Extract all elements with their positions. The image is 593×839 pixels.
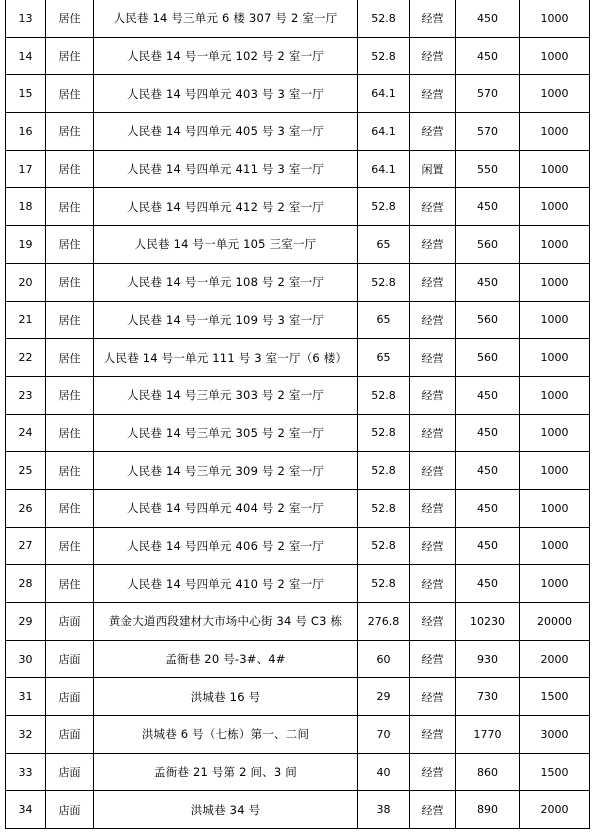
address-cell: 洪城巷 6 号（七栋）第一、二间 xyxy=(94,716,358,754)
deposit-cell: 1000 xyxy=(520,339,590,377)
table-row xyxy=(6,339,590,377)
usage-cell: 居住 xyxy=(46,301,94,339)
rent-cell: 560 xyxy=(456,226,520,264)
status-cell: 经营 xyxy=(410,113,456,151)
usage-cell: 店面 xyxy=(46,791,94,829)
table-row xyxy=(6,640,590,678)
table-row xyxy=(6,188,590,226)
table-row xyxy=(6,414,590,452)
deposit-cell: 2000 xyxy=(520,791,590,829)
area-cell: 64.1 xyxy=(358,75,410,113)
rent-cell: 450 xyxy=(456,37,520,75)
row-number-cell: 25 xyxy=(6,452,46,490)
area-cell: 52.8 xyxy=(358,527,410,565)
table-row xyxy=(6,37,590,75)
status-cell: 闲置 xyxy=(410,150,456,188)
status-cell: 经营 xyxy=(410,0,456,37)
usage-cell: 居住 xyxy=(46,75,94,113)
status-cell: 经营 xyxy=(410,339,456,377)
table-row xyxy=(6,716,590,754)
address-cell: 孟衙巷 20 号-3#、4# xyxy=(94,640,358,678)
table-row xyxy=(6,565,590,603)
rent-cell: 570 xyxy=(456,113,520,151)
table-row xyxy=(6,489,590,527)
deposit-cell: 1000 xyxy=(520,414,590,452)
row-number-cell: 21 xyxy=(6,301,46,339)
table-row xyxy=(6,75,590,113)
address-cell: 人民巷 14 号一单元 108 号 2 室一厅 xyxy=(94,263,358,301)
deposit-cell: 1000 xyxy=(520,226,590,264)
area-cell: 52.8 xyxy=(358,188,410,226)
rent-cell: 930 xyxy=(456,640,520,678)
rent-cell: 560 xyxy=(456,301,520,339)
usage-cell: 居住 xyxy=(46,452,94,490)
rent-cell: 550 xyxy=(456,150,520,188)
area-cell: 276.8 xyxy=(358,603,410,641)
rent-cell: 450 xyxy=(456,527,520,565)
area-cell: 52.8 xyxy=(358,263,410,301)
status-cell: 经营 xyxy=(410,791,456,829)
address-cell: 人民巷 14 号三单元 303 号 2 室一厅 xyxy=(94,376,358,414)
deposit-cell: 2000 xyxy=(520,640,590,678)
address-cell: 人民巷 14 号四单元 411 号 3 室一厅 xyxy=(94,150,358,188)
usage-cell: 居住 xyxy=(46,113,94,151)
deposit-cell: 3000 xyxy=(520,716,590,754)
area-cell: 65 xyxy=(358,226,410,264)
table-body xyxy=(6,0,590,829)
usage-cell: 居住 xyxy=(46,150,94,188)
deposit-cell: 20000 xyxy=(520,603,590,641)
rent-cell: 450 xyxy=(456,452,520,490)
deposit-cell: 1000 xyxy=(520,188,590,226)
rent-cell: 560 xyxy=(456,339,520,377)
row-number-cell: 15 xyxy=(6,75,46,113)
address-cell: 黄金大道西段建材大市场中心街 34 号 C3 栋 xyxy=(94,603,358,641)
row-number-cell: 22 xyxy=(6,339,46,377)
row-number-cell: 17 xyxy=(6,150,46,188)
table-row xyxy=(6,150,590,188)
area-cell: 40 xyxy=(358,753,410,791)
status-cell: 经营 xyxy=(410,603,456,641)
row-number-cell: 26 xyxy=(6,489,46,527)
row-number-cell: 24 xyxy=(6,414,46,452)
table-row xyxy=(6,603,590,641)
deposit-cell: 1500 xyxy=(520,678,590,716)
address-cell: 人民巷 14 号三单元 309 号 2 室一厅 xyxy=(94,452,358,490)
table-row xyxy=(6,376,590,414)
rent-cell: 450 xyxy=(456,188,520,226)
address-cell: 人民巷 14 号四单元 403 号 3 室一厅 xyxy=(94,75,358,113)
address-cell: 洪城巷 34 号 xyxy=(94,791,358,829)
status-cell: 经营 xyxy=(410,753,456,791)
usage-cell: 居住 xyxy=(46,489,94,527)
deposit-cell: 1000 xyxy=(520,301,590,339)
deposit-cell: 1000 xyxy=(520,489,590,527)
status-cell: 经营 xyxy=(410,414,456,452)
area-cell: 60 xyxy=(358,640,410,678)
row-number-cell: 27 xyxy=(6,527,46,565)
status-cell: 经营 xyxy=(410,188,456,226)
address-cell: 人民巷 14 号四单元 404 号 2 室一厅 xyxy=(94,489,358,527)
deposit-cell: 1000 xyxy=(520,37,590,75)
address-cell: 人民巷 14 号一单元 111 号 3 室一厅（6 楼） xyxy=(94,339,358,377)
table-row xyxy=(6,301,590,339)
area-cell: 65 xyxy=(358,339,410,377)
area-cell: 29 xyxy=(358,678,410,716)
address-cell: 人民巷 14 号四单元 406 号 2 室一厅 xyxy=(94,527,358,565)
address-cell: 人民巷 14 号四单元 405 号 3 室一厅 xyxy=(94,113,358,151)
area-cell: 52.8 xyxy=(358,452,410,490)
status-cell: 经营 xyxy=(410,640,456,678)
table-row xyxy=(6,263,590,301)
row-number-cell: 23 xyxy=(6,376,46,414)
area-cell: 52.8 xyxy=(358,0,410,37)
usage-cell: 居住 xyxy=(46,565,94,603)
area-cell: 38 xyxy=(358,791,410,829)
address-cell: 洪城巷 16 号 xyxy=(94,678,358,716)
deposit-cell: 1000 xyxy=(520,565,590,603)
row-number-cell: 29 xyxy=(6,603,46,641)
rent-cell: 450 xyxy=(456,565,520,603)
status-cell: 经营 xyxy=(410,527,456,565)
usage-cell: 居住 xyxy=(46,339,94,377)
rent-cell: 10230 xyxy=(456,603,520,641)
area-cell: 52.8 xyxy=(358,565,410,603)
table-row xyxy=(6,0,590,37)
row-number-cell: 13 xyxy=(6,0,46,37)
area-cell: 52.8 xyxy=(358,37,410,75)
status-cell: 经营 xyxy=(410,37,456,75)
usage-cell: 居住 xyxy=(46,37,94,75)
table-row xyxy=(6,113,590,151)
rent-cell: 1770 xyxy=(456,716,520,754)
deposit-cell: 1000 xyxy=(520,113,590,151)
usage-cell: 居住 xyxy=(46,263,94,301)
table-row xyxy=(6,753,590,791)
status-cell: 经营 xyxy=(410,376,456,414)
row-number-cell: 31 xyxy=(6,678,46,716)
rent-cell: 570 xyxy=(456,75,520,113)
usage-cell: 店面 xyxy=(46,640,94,678)
usage-cell: 居住 xyxy=(46,226,94,264)
deposit-cell: 1000 xyxy=(520,452,590,490)
usage-cell: 店面 xyxy=(46,753,94,791)
usage-cell: 居住 xyxy=(46,376,94,414)
address-cell: 人民巷 14 号四单元 412 号 2 室一厅 xyxy=(94,188,358,226)
row-number-cell: 34 xyxy=(6,791,46,829)
rent-cell: 890 xyxy=(456,791,520,829)
row-number-cell: 14 xyxy=(6,37,46,75)
address-cell: 人民巷 14 号一单元 102 号 2 室一厅 xyxy=(94,37,358,75)
table-row xyxy=(6,527,590,565)
usage-cell: 店面 xyxy=(46,716,94,754)
deposit-cell: 1000 xyxy=(520,75,590,113)
row-number-cell: 33 xyxy=(6,753,46,791)
address-cell: 人民巷 14 号一单元 109 号 3 室一厅 xyxy=(94,301,358,339)
rent-cell: 450 xyxy=(456,414,520,452)
rent-cell: 450 xyxy=(456,263,520,301)
usage-cell: 店面 xyxy=(46,603,94,641)
address-cell: 孟衙巷 21 号第 2 间、3 间 xyxy=(94,753,358,791)
property-table xyxy=(5,0,590,829)
usage-cell: 居住 xyxy=(46,527,94,565)
deposit-cell: 1000 xyxy=(520,0,590,37)
deposit-cell: 1000 xyxy=(520,376,590,414)
status-cell: 经营 xyxy=(410,565,456,603)
rent-cell: 450 xyxy=(456,376,520,414)
row-number-cell: 19 xyxy=(6,226,46,264)
status-cell: 经营 xyxy=(410,716,456,754)
area-cell: 52.8 xyxy=(358,376,410,414)
area-cell: 70 xyxy=(358,716,410,754)
rent-cell: 860 xyxy=(456,753,520,791)
row-number-cell: 32 xyxy=(6,716,46,754)
row-number-cell: 20 xyxy=(6,263,46,301)
row-number-cell: 28 xyxy=(6,565,46,603)
area-cell: 65 xyxy=(358,301,410,339)
rent-cell: 730 xyxy=(456,678,520,716)
usage-cell: 居住 xyxy=(46,414,94,452)
status-cell: 经营 xyxy=(410,452,456,490)
table-row xyxy=(6,226,590,264)
deposit-cell: 1000 xyxy=(520,150,590,188)
address-cell: 人民巷 14 号三单元 305 号 2 室一厅 xyxy=(94,414,358,452)
row-number-cell: 16 xyxy=(6,113,46,151)
address-cell: 人民巷 14 号三单元 6 楼 307 号 2 室一厅 xyxy=(94,0,358,37)
deposit-cell: 1000 xyxy=(520,263,590,301)
usage-cell: 居住 xyxy=(46,188,94,226)
row-number-cell: 18 xyxy=(6,188,46,226)
area-cell: 52.8 xyxy=(358,414,410,452)
status-cell: 经营 xyxy=(410,263,456,301)
row-number-cell: 30 xyxy=(6,640,46,678)
status-cell: 经营 xyxy=(410,226,456,264)
deposit-cell: 1500 xyxy=(520,753,590,791)
address-cell: 人民巷 14 号四单元 410 号 2 室一厅 xyxy=(94,565,358,603)
usage-cell: 店面 xyxy=(46,678,94,716)
table-row xyxy=(6,678,590,716)
address-cell: 人民巷 14 号一单元 105 三室一厅 xyxy=(94,226,358,264)
usage-cell: 居住 xyxy=(46,0,94,37)
rent-cell: 450 xyxy=(456,0,520,37)
status-cell: 经营 xyxy=(410,75,456,113)
status-cell: 经营 xyxy=(410,678,456,716)
status-cell: 经营 xyxy=(410,489,456,527)
status-cell: 经营 xyxy=(410,301,456,339)
deposit-cell: 1000 xyxy=(520,527,590,565)
table-row xyxy=(6,791,590,829)
area-cell: 64.1 xyxy=(358,113,410,151)
area-cell: 64.1 xyxy=(358,150,410,188)
area-cell: 52.8 xyxy=(358,489,410,527)
table-row xyxy=(6,452,590,490)
rent-cell: 450 xyxy=(456,489,520,527)
